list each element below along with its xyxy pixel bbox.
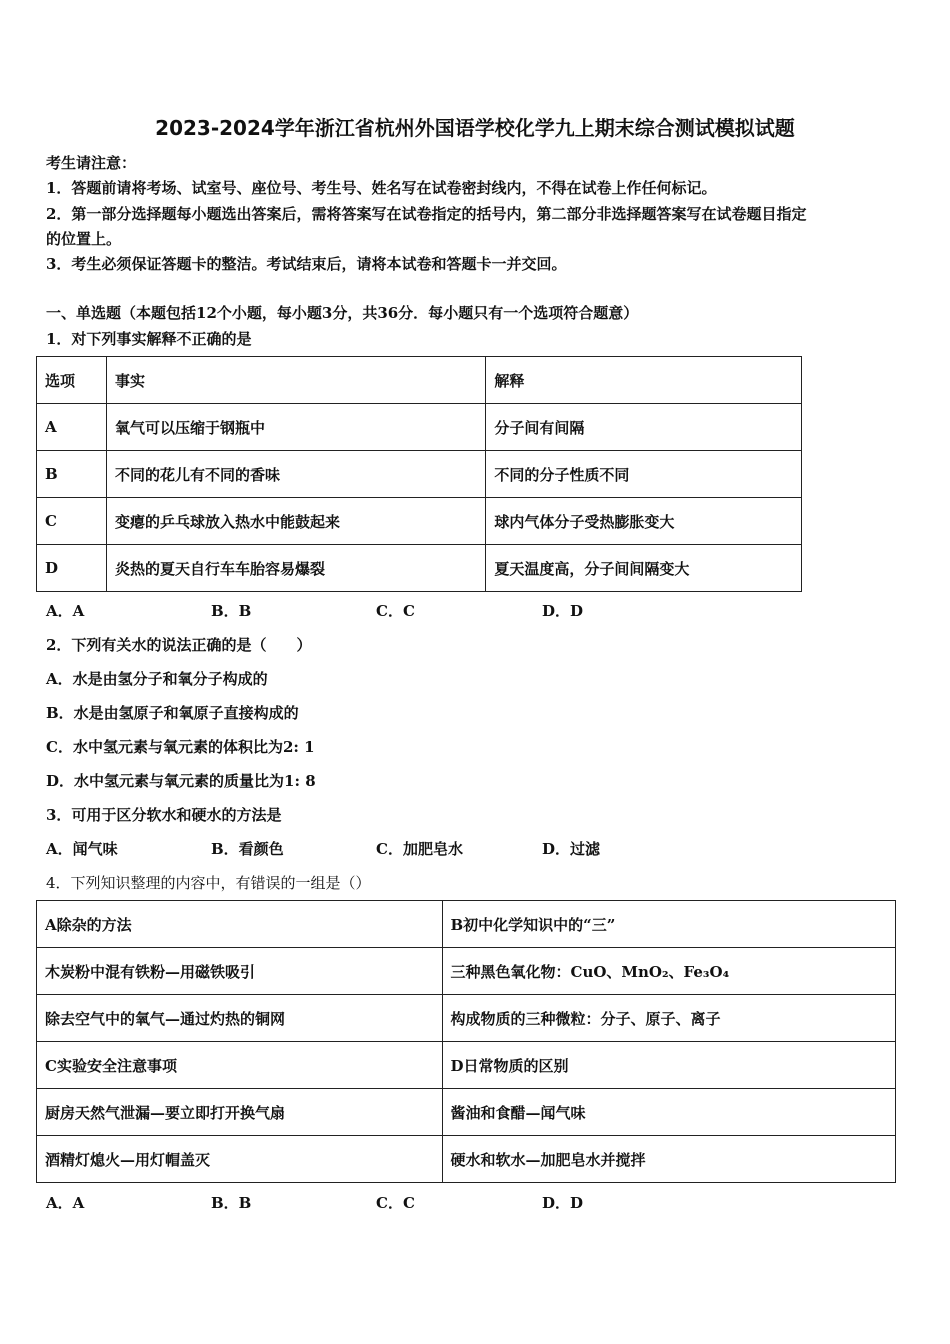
table-cell: D日常物质的区别 [442,1042,896,1089]
table-cell: 硬水和软水—加肥皂水并搅拌 [442,1136,896,1183]
table-header-row [37,357,802,404]
option-d[interactable]: D．D [542,602,584,620]
q4-table [36,900,896,1183]
table-cell: 球内气体分子受热膨胀变大 [486,498,802,545]
table-cell: 夏天温度高，分子间间隔变大 [486,545,802,592]
q3-stem: 3．可用于区分软水和硬水的方法是 [46,806,282,824]
table-cell: 酒精灯熄火—用灯帽盖灭 [37,1136,443,1183]
table-row [37,404,802,451]
option-b[interactable]: B．B [211,602,252,620]
q2-stem: 2．下列有关水的说法正确的是（ ） [46,636,312,654]
table-cell: 炎热的夏天自行车车胎容易爆裂 [106,545,485,592]
notice-item-3: 3．考生必须保证答题卡的整洁。考试结束后，请将本试卷和答题卡一并交回。 [46,255,567,273]
table-cell: 不同的分子性质不同 [486,451,802,498]
q2-option-d[interactable]: D．水中氢元素与氧元素的质量比为1: 8 [46,772,316,790]
table-cell: 厨房天然气泄漏—要立即打开换气扇 [37,1089,443,1136]
option-d[interactable]: D．过滤 [542,840,601,858]
table-cell: 变瘪的乒乓球放入热水中能鼓起来 [106,498,485,545]
table-row [37,1089,896,1136]
option-c[interactable]: C．C [376,1194,415,1212]
notice-item-1: 1．答题前请将考场、试室号、座位号、考生号、姓名写在试卷密封线内，不得在试卷上作任何标记。 [46,179,717,197]
table-cell: 不同的花儿有不同的香味 [106,451,485,498]
notice-item-2a: 2．第一部分选择题每小题选出答案后，需将答案写在试卷指定的括号内，第二部分非选择题答案写在试卷题目指定 [46,205,807,223]
table-cell: 构成物质的三种微粒：分子、原子、离子 [442,995,896,1042]
option-c[interactable]: C．C [376,602,415,620]
table-cell: 三种黑色氧化物：CuO、MnO₂、Fe₃O₄ [442,948,896,995]
q4-stem: 4．下列知识整理的内容中，有错误的一组是（） [46,874,371,892]
table-row [37,948,896,995]
option-a[interactable]: A．闻气味 [46,840,118,858]
table-cell: 酱油和食醋—闻气味 [442,1089,896,1136]
table-cell: B [37,451,107,498]
option-d[interactable]: D．D [542,1194,584,1212]
q1-stem: 1．对下列事实解释不正确的是 [46,330,252,348]
table-cell: B初中化学知识中的“三” [442,901,896,948]
table-cell: A [37,404,107,451]
table-row [37,498,802,545]
q2-option-b[interactable]: B．水是由氢原子和氧原子直接构成的 [46,704,299,722]
table-header-cell: 事实 [106,357,485,404]
option-a[interactable]: A．A [46,602,85,620]
option-a[interactable]: A．A [46,1194,85,1212]
option-b[interactable]: B．B [211,1194,252,1212]
table-row [37,545,802,592]
table-cell: A除杂的方法 [37,901,443,948]
notice-item-2b: 的位置上。 [46,230,122,248]
table-cell: 氧气可以压缩于钢瓶中 [106,404,485,451]
q1-table [36,356,802,592]
page-title: 2023-2024学年浙江省杭州外国语学校化学九上期末综合测试模拟试题 [155,116,795,140]
section-heading: 一、单选题（本题包括12个小题，每小题3分，共36分．每小题只有一个选项符合题意） [46,304,639,322]
table-row [37,995,896,1042]
q2-option-a[interactable]: A．水是由氢分子和氧分子构成的 [46,670,268,688]
table-header-cell: 选项 [37,357,107,404]
table-cell: D [37,545,107,592]
table-cell: 木炭粉中混有铁粉—用磁铁吸引 [37,948,443,995]
option-b[interactable]: B．看颜色 [211,840,284,858]
table-cell: 除去空气中的氧气—通过灼热的铜网 [37,995,443,1042]
table-cell: 分子间有间隔 [486,404,802,451]
notice-heading: 考生请注意： [46,154,137,172]
table-cell: C实验安全注意事项 [37,1042,443,1089]
table-row [37,1042,896,1089]
table-cell: C [37,498,107,545]
table-row [37,451,802,498]
table-row [37,901,896,948]
table-row [37,1136,896,1183]
table-header-cell: 解释 [486,357,802,404]
q2-option-c[interactable]: C．水中氢元素与氧元素的体积比为2: 1 [46,738,315,756]
option-c[interactable]: C．加肥皂水 [376,840,463,858]
